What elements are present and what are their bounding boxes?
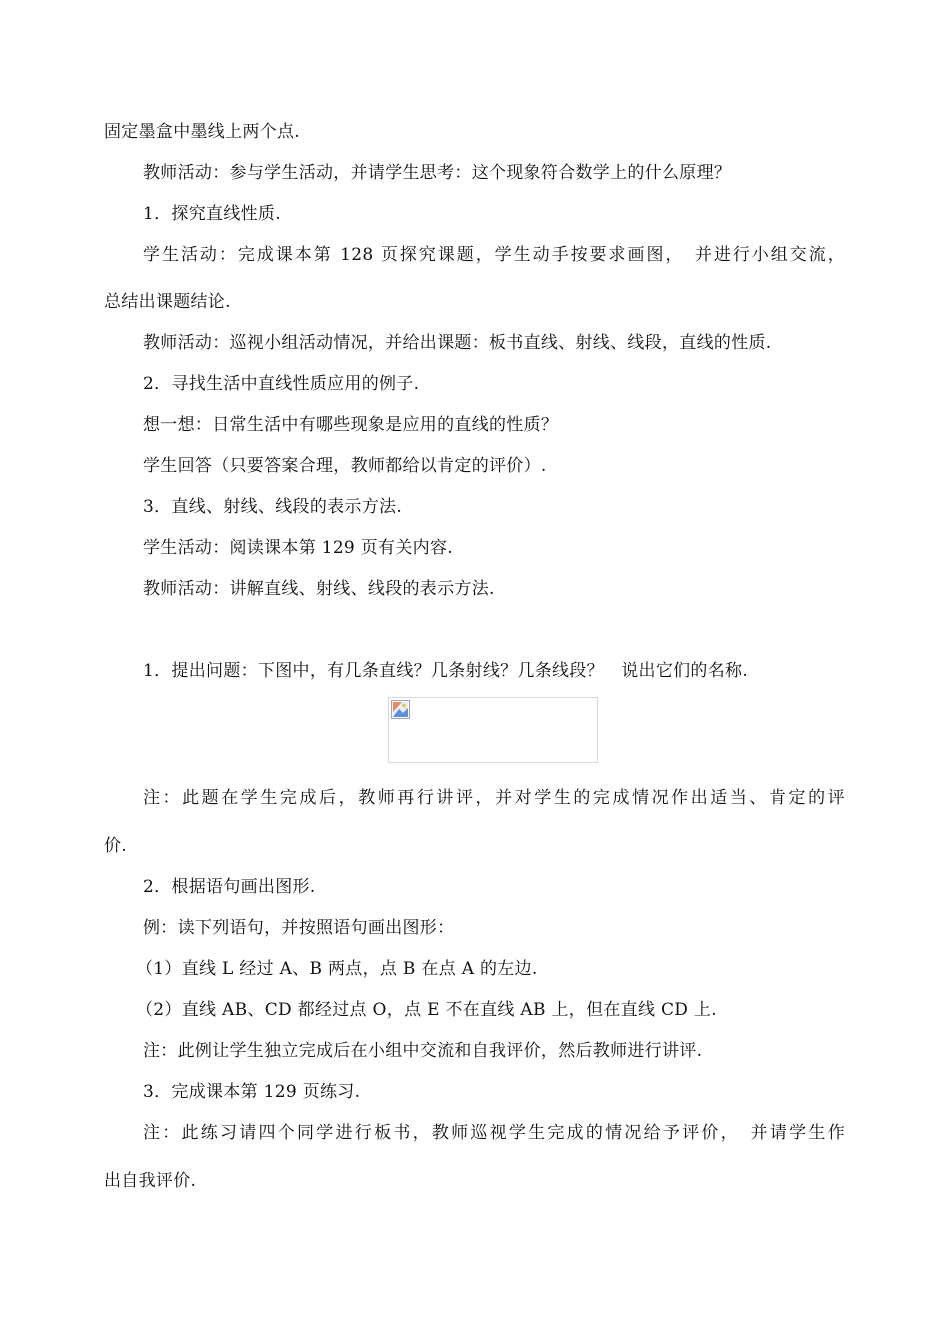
missing-figure-placeholder [388, 697, 598, 763]
text-line-8: 想一想：日常生活中有哪些现象是应用的直线的性质？ [143, 415, 559, 435]
text-line-20: 注：此例让学生独立完成后在小组中交流和自我评价，然后教师进行讲评. [143, 1041, 703, 1061]
text-line-1: 固定墨盒中墨线上两个点. [104, 122, 301, 142]
text-line-3: 1．探究直线性质. [143, 204, 281, 224]
text-line-12: 教师活动：讲解直线、射线、线段的表示方法. [143, 579, 495, 599]
text-line-14: 注：此题在学生完成后，教师再行讲评，并对学生的完成情况作出适当、肯定的评 [143, 788, 845, 808]
text-line-15: 价. [104, 836, 128, 856]
text-line-2: 教师活动：参与学生活动，并请学生思考：这个现象符合数学上的什么原理？ [143, 163, 732, 183]
text-line-9: 学生回答（只要答案合理，教师都给以肯定的评价）. [143, 456, 547, 476]
text-line-4: 学生活动：完成课本第 128 页探究课题，学生动手按要求画图， 并进行小组交流， [143, 245, 845, 265]
text-line-6: 教师活动：巡视小组活动情况，并给出课题：板书直线、射线、线段，直线的性质. [143, 333, 772, 353]
text-line-18: （1）直线 L 经过 A、B 两点，点 B 在点 A 的左边. [136, 959, 538, 979]
text-line-5: 总结出课题结论. [104, 292, 231, 312]
text-line-19: （2）直线 AB、CD 都经过点 O，点 E 不在直线 AB 上，但在直线 CD 上. [136, 1000, 717, 1020]
text-line-22: 注：此练习请四个同学进行板书，教师巡视学生完成的情况给予评价， 并请学生作 [143, 1123, 845, 1143]
text-line-16: 2．根据语句画出图形. [143, 877, 316, 897]
text-line-11: 学生活动：阅读课本第 129 页有关内容. [143, 538, 453, 558]
text-line-21: 3．完成课本第 129 页练习. [143, 1082, 361, 1102]
text-line-7: 2．寻找生活中直线性质应用的例子. [143, 374, 420, 394]
text-line-23: 出自我评价. [104, 1171, 197, 1191]
text-line-10: 3．直线、射线、线段的表示方法. [143, 497, 403, 517]
text-line-17: 例：读下列语句，并按照语句画出图形： [143, 918, 455, 938]
broken-image-icon [391, 700, 410, 719]
text-line-13: 1．提出问题：下图中，有几条直线？几条射线？几条线段？ 说出它们的名称. [143, 661, 749, 681]
